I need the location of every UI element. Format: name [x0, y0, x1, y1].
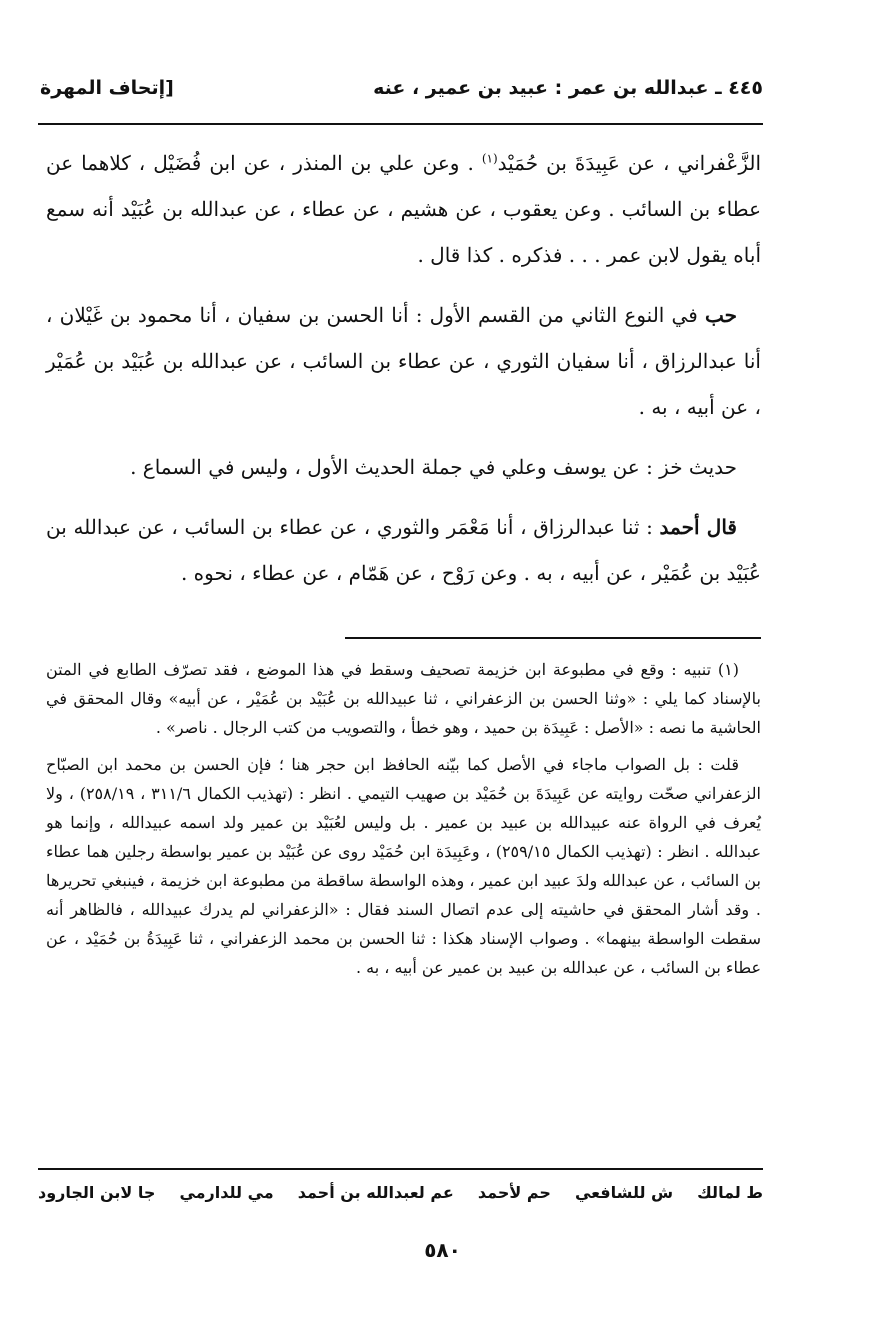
abbreviation-rule: [38, 1168, 763, 1170]
paragraph-1-text-a: الزَّعْفراني ، عن عَبِيدَةَ بن حُمَيْد: [497, 151, 762, 175]
paragraph-4-lead: قال أحمد: [659, 515, 737, 539]
paragraph-2: [46, 292, 761, 430]
paragraph-4-text: : ثنا عبدالرزاق ، أنا مَعْمَر والثوري ، عن عطاء بن السائب ، عن عبدالله بن عُبَيْد بن عُمَيْر ، عن أبيه ، به . وعن رَوْح ، عن هَمّام ، عن عطاء ، نحوه .: [46, 515, 761, 585]
paragraph-2-text: في النوع الثاني من القسم الأول : أنا الحسن بن سفيان ، أنا محمود بن غَيْلان ، أنا عبدالرزاق ، أنا سفيان الثوري ، عن عطاء بن السائب ، عن عبدالله بن عُبَيْد بن عُمَيْر ، عن أبيه ، به .: [46, 303, 761, 419]
paragraph-2-siglum: حب: [704, 303, 737, 327]
abbreviation-item: حم لأحمد: [477, 1183, 551, 1202]
main-text: [46, 140, 761, 610]
page-number: ٥٨٠: [424, 1238, 461, 1262]
footnote-1-continued: قلت : بل الصواب ماجاء في الأصل كما بيّنه الحافظ ابن حجر هنا ؛ فإن الحسن بن محمد ابن الصبّاح الزعفراني صحّت روايته عن عَبِيدَةَ بن حُمَيْد بن صهيب التيمي . انظر : (تهذيب الكمال ٣١١/٦ ، ٢٥٨/١٩) ، ولا يُعرف في الرواة عنه عبيدالله بن عبيد بن عمير . بل وليس لعُبَيْد بن عمير ولد اسمه عبيدالله ، وإنما هو عبدالله . انظر : (تهذيب الكمال ٢٥٩/١٥) ، وعَبِيدَة ابن حُمَيْد روى عن عُبَيْد بن عمير بواسطة رجلين هما عطاء بن السائب ، عن عبدالله ولدَ عبيد ابن عمير ، وهذه الواسطة ساقطة من مطبوعة ابن خزيمة ، فينبغي تحريرها . وقد أشار المحقق في حاشيته إلى عدم اتصال السند فقال : «الزعفراني لم يدرك عبيدالله ، فالظاهر أنه سقطت الواسطة بينهما» . وصواب الإسناد هكذا : ثنا الحسن بن محمد الزعفراني ، ثنا عَبِيدَةُ بن حُمَيْد ، عن عطاء بن السائب ، عن عبدالله بن عبيد بن عمير عن أبيه ، به .: [46, 755, 762, 977]
paragraph-1: [46, 140, 761, 278]
header-rule: [38, 123, 763, 125]
running-title: ٤٤٥ ـ عبدالله بن عمر : عبيد بن عمير ، عنه: [373, 77, 763, 99]
footnote-1: (١) تنبيه : وقع في مطبوعة ابن خزيمة تصحيف وسقط في هذا الموضع ، فقد تصرّف الطابع في المتن بالإسناد كما يلي : «وثنا الحسن بن الزعفراني ، ثنا عبيدالله بن عُبَيْد بن عُمَيْر ، عن أبيه» وقال المحقق في الحاشية ما نصه : «الأصل : عَبِيدَة بن حميد ، وهو خطأ ، والتصويب من كتب الرجال . ناصر» .: [46, 660, 761, 737]
running-header: [40, 72, 763, 104]
abbreviation-item: ش للشافعي: [574, 1183, 674, 1202]
footnotes: [46, 655, 761, 990]
footnote-marker: (١): [481, 151, 498, 166]
book-title: [إتحاف المهرة: [40, 77, 174, 99]
footnote-rule: [345, 637, 761, 639]
paragraph-3: حديث خز : عن يوسف وعلي في جملة الحديث الأول ، وليس في السماع .: [130, 455, 737, 479]
abbreviation-item: عم لعبدالله بن أحمد: [297, 1183, 454, 1202]
paragraph-1-text-b: . وعن علي بن المنذر ، عن ابن فُضَيْل ، كلاهما عن عطاء بن السائب . وعن يعقوب ، عن هشيم ، عن عطاء ، عن عبدالله بن عُبَيْد أنه سمع أباه يقول لابن عمر . . . فذكره . كذا قال .: [46, 151, 761, 267]
abbreviation-item: مي للدارمي: [179, 1183, 274, 1202]
abbreviation-item: جا لابن الجارود: [38, 1183, 156, 1202]
abbreviation-key: [38, 1183, 763, 1202]
paragraph-4: [46, 504, 761, 596]
abbreviation-item: ط لمالك: [697, 1183, 763, 1202]
